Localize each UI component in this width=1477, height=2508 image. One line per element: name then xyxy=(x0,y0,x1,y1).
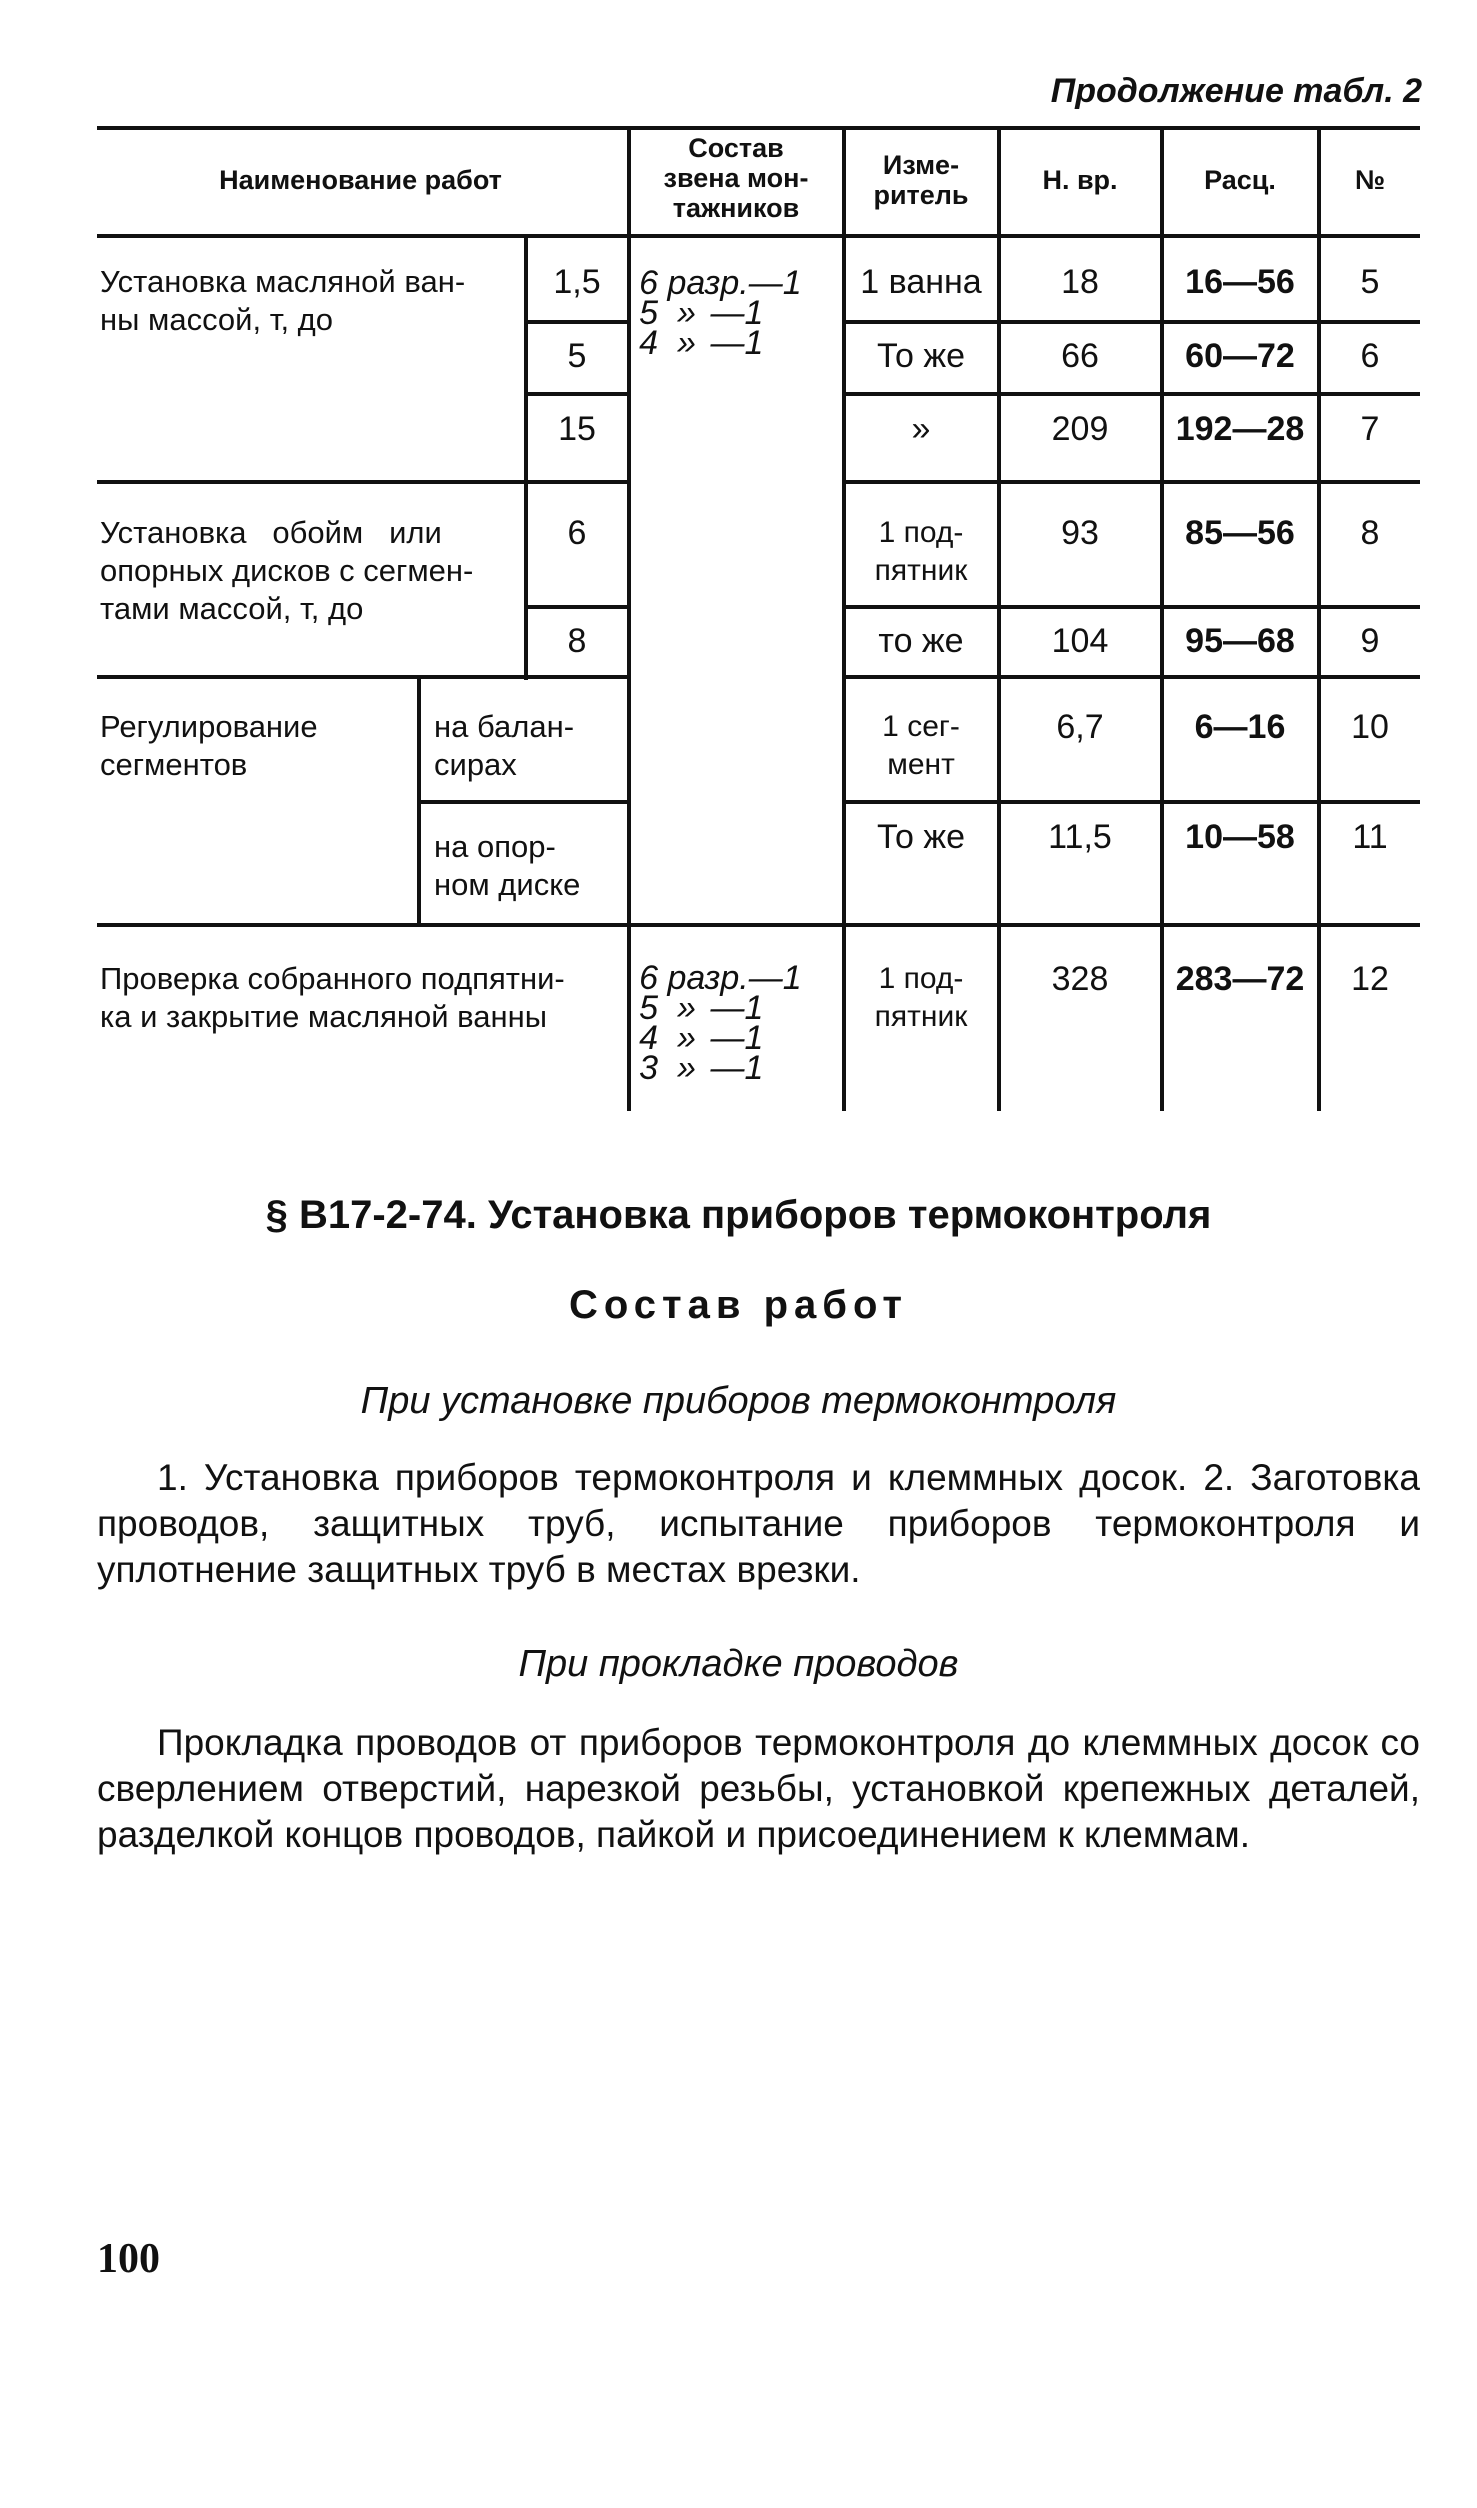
subheading-wiring: При прокладке проводов xyxy=(518,1643,959,1685)
rate-cell: 6—16 xyxy=(1194,708,1286,746)
row-rule xyxy=(845,480,1420,484)
paragraph-installation: 1. Установка приборов термоконтроля и клеммных досок. 2. Заготовка проводов, защитных труб, испытание приборов термоконтроля и уплотнение защитных труб в местах врезки. xyxy=(97,1457,1420,1590)
rate-cell: 283—72 xyxy=(1175,960,1305,998)
row-rule xyxy=(527,392,630,396)
unit-cell: 1 под- пятник xyxy=(874,516,968,587)
num-cell: 8 xyxy=(1360,514,1380,552)
header-rate: Расц. xyxy=(1204,165,1276,195)
unit-cell: 1 ванна xyxy=(860,263,982,301)
row-rule xyxy=(420,800,630,804)
num-cell: 7 xyxy=(1360,410,1380,448)
norm-cell: 18 xyxy=(1061,263,1099,301)
row-rule xyxy=(845,392,1420,396)
row-rule xyxy=(527,320,630,324)
row-rule xyxy=(97,480,630,484)
mass-cell: 15 xyxy=(558,410,596,448)
sub-disk: на опор- ном диске xyxy=(434,829,581,902)
row-rule xyxy=(527,605,630,609)
row-rule xyxy=(845,800,1420,804)
unit-cell: 1 сег- мент xyxy=(882,710,960,781)
row-rule xyxy=(845,675,1420,679)
group-cages: Установка обойм или опорных дисков с сегмен- тами массой, т, до xyxy=(100,515,474,626)
norm-cell: 66 xyxy=(1061,337,1099,375)
composition-title: Состав работ xyxy=(569,1283,908,1327)
continuation-label: Продолжение табл. 2 xyxy=(1050,72,1422,110)
norm-cell: 6,7 xyxy=(1056,708,1104,746)
rate-cell: 16—56 xyxy=(1185,263,1295,301)
section-title: § В17-2-74. Установка приборов термоконтроля xyxy=(265,1193,1212,1237)
header-work: Наименование работ xyxy=(219,165,502,195)
unit-cell: то же xyxy=(878,622,964,660)
row-rule xyxy=(845,605,1420,609)
header-num: № xyxy=(1354,165,1386,195)
unit-cell: То же xyxy=(876,818,966,856)
num-cell: 6 xyxy=(1360,337,1380,375)
num-cell: 9 xyxy=(1360,622,1380,660)
norm-cell: 328 xyxy=(1051,960,1109,998)
unit-cell: » xyxy=(911,410,931,448)
table-top-rule xyxy=(97,126,1420,130)
norm-cell: 93 xyxy=(1061,514,1099,552)
mass-cell: 1,5 xyxy=(553,263,601,301)
norm-cell: 209 xyxy=(1051,410,1109,448)
mass-cell: 6 xyxy=(567,514,587,552)
mass-cell: 8 xyxy=(567,622,587,660)
rate-cell: 192—28 xyxy=(1175,410,1305,448)
crew-composition-b: 6 разр.—1 5 » —1 4 » —1 3 » —1 xyxy=(639,959,802,1087)
rate-cell: 95—68 xyxy=(1185,622,1295,660)
subheading-installation: При установке приборов термоконтроля xyxy=(360,1380,1117,1422)
mass-cell: 5 xyxy=(567,337,587,375)
row-rule xyxy=(97,675,630,679)
num-cell: 5 xyxy=(1360,263,1380,301)
group-final-check: Проверка собранного подпятни- ка и закрытие масляной ванны xyxy=(100,961,565,1034)
group-oil-bath: Установка масляной ван- ны массой, т, до xyxy=(100,264,466,337)
num-cell: 12 xyxy=(1351,960,1389,998)
norm-cell: 104 xyxy=(1051,622,1109,660)
sub-col-rule xyxy=(417,675,421,925)
row-rule xyxy=(845,320,1420,324)
num-cell: 10 xyxy=(1351,708,1389,746)
header-bottom-rule xyxy=(97,234,1420,238)
header-norm: Н. вр. xyxy=(1042,165,1118,195)
paragraph-wiring: Прокладка проводов от приборов термоконтроля до клеммных досок со сверлением отверстий, нарезкой резьбы, установкой крепежных деталей, разделкой концов проводов, пайкой и присоединением к клеммам. xyxy=(97,1722,1420,1855)
num-cell: 11 xyxy=(1352,818,1388,856)
page-number: 100 xyxy=(97,2236,160,2282)
rate-cell: 60—72 xyxy=(1185,337,1295,375)
rate-cell: 85—56 xyxy=(1185,514,1295,552)
row-rule xyxy=(97,923,1420,927)
header-unit: Изме- ритель xyxy=(873,150,969,210)
header-crew: Состав звена мон- тажников xyxy=(663,133,809,223)
unit-cell: То же xyxy=(876,337,966,375)
sub-balancers: на балан- сирах xyxy=(434,709,575,782)
norm-cell: 11,5 xyxy=(1048,818,1112,856)
crew-composition-a: 6 разр.—1 5 » —1 4 » —1 xyxy=(639,264,802,362)
group-segments: Регулирование сегментов xyxy=(100,709,318,782)
unit-cell: 1 под- пятник xyxy=(874,962,968,1033)
rate-cell: 10—58 xyxy=(1185,818,1295,856)
